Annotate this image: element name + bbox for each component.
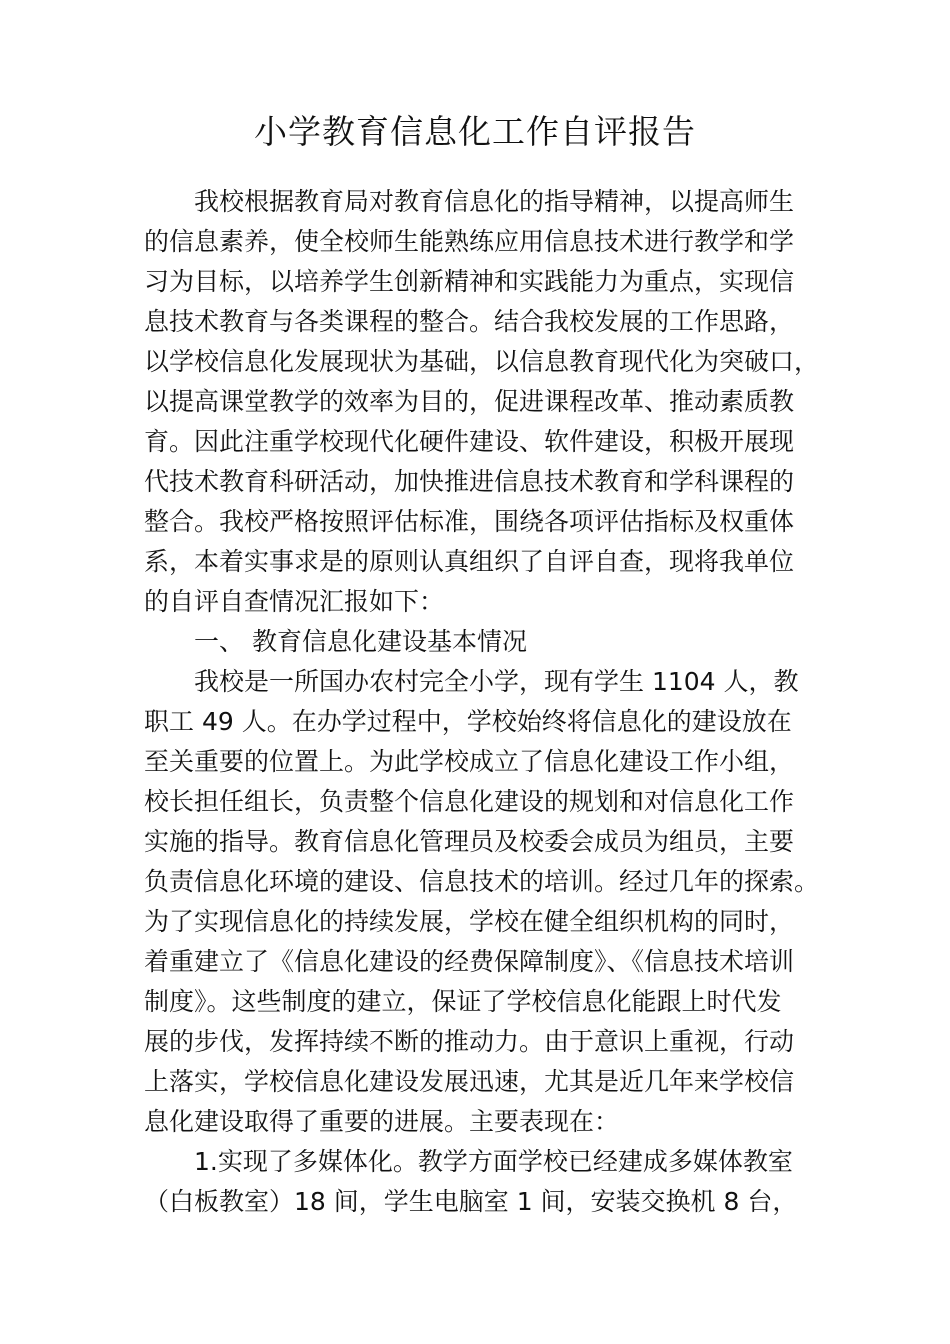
paragraph-line: 上落实，学校信息化建设发展迅速，尤其是近几年来学校信 xyxy=(144,1067,795,1096)
paragraph-line: 息化建设取得了重要的进展。主要表现在： xyxy=(144,1107,620,1136)
paragraph-line: 习为目标，以培养学生创新精神和实践能力为重点，实现信 xyxy=(144,267,795,296)
paragraph-line: 的自评自查情况汇报如下： xyxy=(144,587,445,616)
paragraph-line: 职工 49 人。在办学过程中，学校始终将信息化的建设放在 xyxy=(144,707,792,736)
section-heading: 一、 教育信息化建设基本情况 xyxy=(194,627,527,656)
paragraph-line: 我校是一所国办农村完全小学，现有学生 1104 人，教 xyxy=(194,667,799,696)
paragraph-line: 代技术教育科研活动，加快推进信息技术教育和学科课程的 xyxy=(144,467,795,496)
paragraph-line: 至关重要的位置上。为此学校成立了信息化建设工作小组， xyxy=(144,747,795,776)
paragraph-line: 1.实现了多媒体化。教学方面学校已经建成多媒体教室 xyxy=(194,1147,793,1176)
paragraph-line: 为了实现信息化的持续发展，学校在健全组织机构的同时， xyxy=(144,907,795,936)
paragraph-line: 实施的指导。教育信息化管理员及校委会成员为组员，主要 xyxy=(144,827,795,856)
paragraph-line: 以学校信息化发展现状为基础，以信息教育现代化为突破口， xyxy=(144,347,820,376)
paragraph-line: 整合。我校严格按照评估标准，围绕各项评估指标及权重体 xyxy=(144,507,795,536)
paragraph-line: 校长担任组长，负责整个信息化建设的规划和对信息化工作 xyxy=(144,787,795,816)
paragraph-line: 我校根据教育局对教育信息化的指导精神，以提高师生 xyxy=(194,187,795,216)
paragraph-line: （白板教室）18 间，学生电脑室 1 间，安装交换机 8 台， xyxy=(144,1187,798,1216)
document-title: 小学教育信息化工作自评报告 xyxy=(254,112,696,151)
paragraph-line: 展的步伐，发挥持续不断的推动力。由于意识上重视，行动 xyxy=(144,1027,795,1056)
paragraph-line: 息技术教育与各类课程的整合。结合我校发展的工作思路， xyxy=(144,307,795,336)
paragraph-line: 育。因此注重学校现代化硬件建设、软件建设，积极开展现 xyxy=(144,427,795,456)
paragraph-line: 以提高课堂教学的效率为目的，促进课程改革、推动素质教 xyxy=(144,387,795,416)
paragraph-line: 着重建立了《信息化建设的经费保障制度》、《信息技术培训 xyxy=(144,947,795,976)
paragraph-line: 的信息素养，使全校师生能熟练应用信息技术进行教学和学 xyxy=(144,227,795,256)
paragraph-line: 负责信息化环境的建设、信息技术的培训。经过几年的探索。 xyxy=(144,867,820,896)
paragraph-line: 系，本着实事求是的原则认真组织了自评自查，现将我单位 xyxy=(144,547,795,576)
paragraph-line: 制度》。这些制度的建立，保证了学校信息化能跟上时代发 xyxy=(144,987,782,1016)
